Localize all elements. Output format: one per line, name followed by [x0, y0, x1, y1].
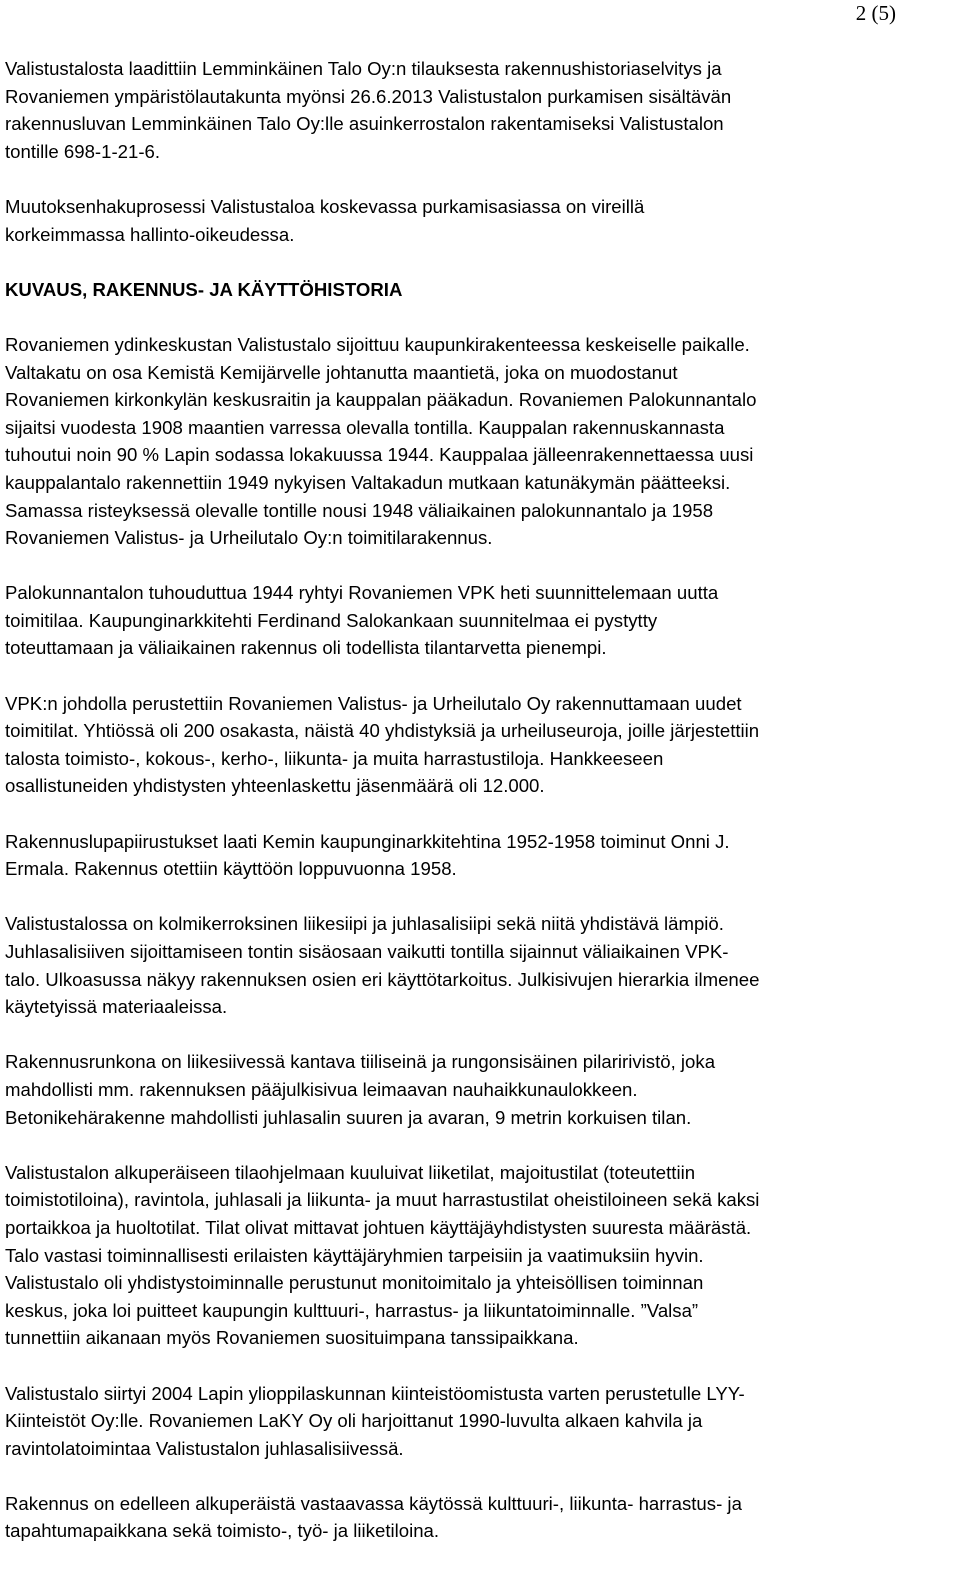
paragraph-ownership: Valistustalo siirtyi 2004 Lapin ylioppilaskunnan kiinteistöomistusta varten perustetulle LYY- Kiinteistöt Oy:lle. Rovaniemen LaKY Oy oli harjoittanut 1990-luvulta alkaen kahvila ja ravintolatoimintaa Valistustalon juhlasalisiivessä.	[5, 1382, 745, 1459]
paragraph-structure: Rakennusrunkona on liikesiivessä kantava tiiliseinä ja rungonsisäinen pilaririvistö, joka mahdollisti mm. rakennuksen pääjulkisivua leimaavan nauhaikkunaulokkeen. Betonikehärakenne mahdollisti juhlasalin suuren ja avaran, 9 metrin korkuisen tilan.	[5, 1051, 716, 1128]
paragraph-current-use: Rakennus on edelleen alkuperäistä vastaavassa käytössä kulttuuri-, liikunta- harrastus- ja tapahtumapaikkana sekä toimisto-, työ- ja liiketiloina.	[5, 1492, 742, 1542]
document-body	[5, 55, 960, 1573]
paragraph-original-program: Valistustalon alkuperäiseen tilaohjelmaan kuuluivat liiketilat, majoitustilat (toteutettiin toimistotiloina), ravintola, juhlasali ja liikunta- ja muut harrastustilat oheistiloineen sekä kaksi portaikkoa ja huoltotilat. Tilat olivat mittavat johtuen käyttäjäyhdistysten suuresta määrästä. Talo vastasi toiminnallisesti erilaisten käyttäjäryhmien tarpeisiin ja vaatimuksiin hyvin. Valistustalo oli yhdistystoiminnalle perustunut monitoimitalo ja yhteisöllisen toiminnan keskus, joka loi puitteet kaupungin kulttuuri-, harrastus- ja liikuntatoiminnalle. ”Valsa” tunnettiin aikanaan myös Rovaniemen suosituimpana tanssipaikkana.	[5, 1161, 760, 1349]
paragraph-architect: Rakennuslupapiirustukset laati Kemin kaupunginarkkitehtina 1952-1958 toiminut Onni J. Ermala. Rakennus otettiin käyttöön loppuvuonna 1958.	[5, 830, 730, 880]
paragraph-appeal-process: Muutoksenhakuprosessi Valistustaloa koskevassa purkamisasiassa on vireillä korkeimmassa hallinto-oikeudessa.	[5, 195, 645, 245]
paragraph-location-history: Rovaniemen ydinkeskustan Valistustalo sijoittuu kaupunkirakenteessa keskeiselle paikalle. Valtakatu on osa Kemistä Kemijärvelle johtanutta maantietä, joka on muodostanut Rovaniemen kirkonkylän keskusraitin ja kauppalan pääkadun. Rovaniemen Palokunnantalo sijaitsi vuodesta 1908 maantien varressa olevalla tontilla. Kauppalan rakennuskannasta tuhoutui noin 90 % Lapin sodassa lokakuussa 1944. Kauppalaa jälleenrakennettaessa uusi kauppalantalo rakennettiin 1949 nykyisen Valtakadun mutkaan katunäkymän päätteeksi. Samassa risteyksessä olevalle tontille nousi 1948 väliaikainen palokunnantalo ja 1958 Rovaniemen Valistus- ja Urheilutalo Oy:n toimitilarakennus.	[5, 333, 757, 549]
section-heading: KUVAUS, RAKENNUS- JA KÄYTTÖHISTORIA	[5, 278, 403, 300]
paragraph-company-founding: VPK:n johdolla perustettiin Rovaniemen Valistus- ja Urheilutalo Oy rakennuttamaan uudet toimitilat. Yhtiössä oli 200 osakasta, näistä 40 yhdistyksiä ja urheiluseuroja, joille järjestettiin talosta toimisto-, kokous-, kerho-, liikunta- ja muita harrastustiloja. Hankkeeseen osallistuneiden yhdistysten yhteenlaskettu jäsenmäärä oli 12.000.	[5, 692, 760, 797]
paragraph-demolition-permit: Valistustalosta laadittiin Lemminkäinen Talo Oy:n tilauksesta rakennushistoriaselvitys ja Rovaniemen ympäristölautakunta myönsi 26.6.2013 Valistustalon purkamisen sisältävän rakennusluvan Lemminkäinen Talo Oy:lle asuinkerrostalon rakentamiseksi Valistustalon tontille 698-1-21-6.	[5, 58, 732, 162]
page-number: 2 (5)	[855, 1, 896, 25]
paragraph-building-wings: Valistustalossa on kolmikerroksinen liikesiipi ja juhlasalisiipi sekä niitä yhdistävä lämpiö. Juhlasalisiiven sijoittamiseen tontin sisäosaan vaikutti tontilla sijainnut väliaikainen VPK- talo. Ulkoasussa näkyy rakennuksen osien eri käyttötarkoitus. Julkisivujen hierarkia ilmenee käytetyissä materiaaleissa.	[5, 913, 760, 1018]
paragraph-fire-brigade-plans: Palokunnantalon tuhouduttua 1944 ryhtyi Rovaniemen VPK heti suunnittelemaan uutta toimitilaa. Kaupunginarkkitehti Ferdinand Salokankaan suunnitelmaa ei pystytty toteuttamaan ja väliaikainen rakennus oli todellista tilantarvetta pienempi.	[5, 582, 719, 659]
